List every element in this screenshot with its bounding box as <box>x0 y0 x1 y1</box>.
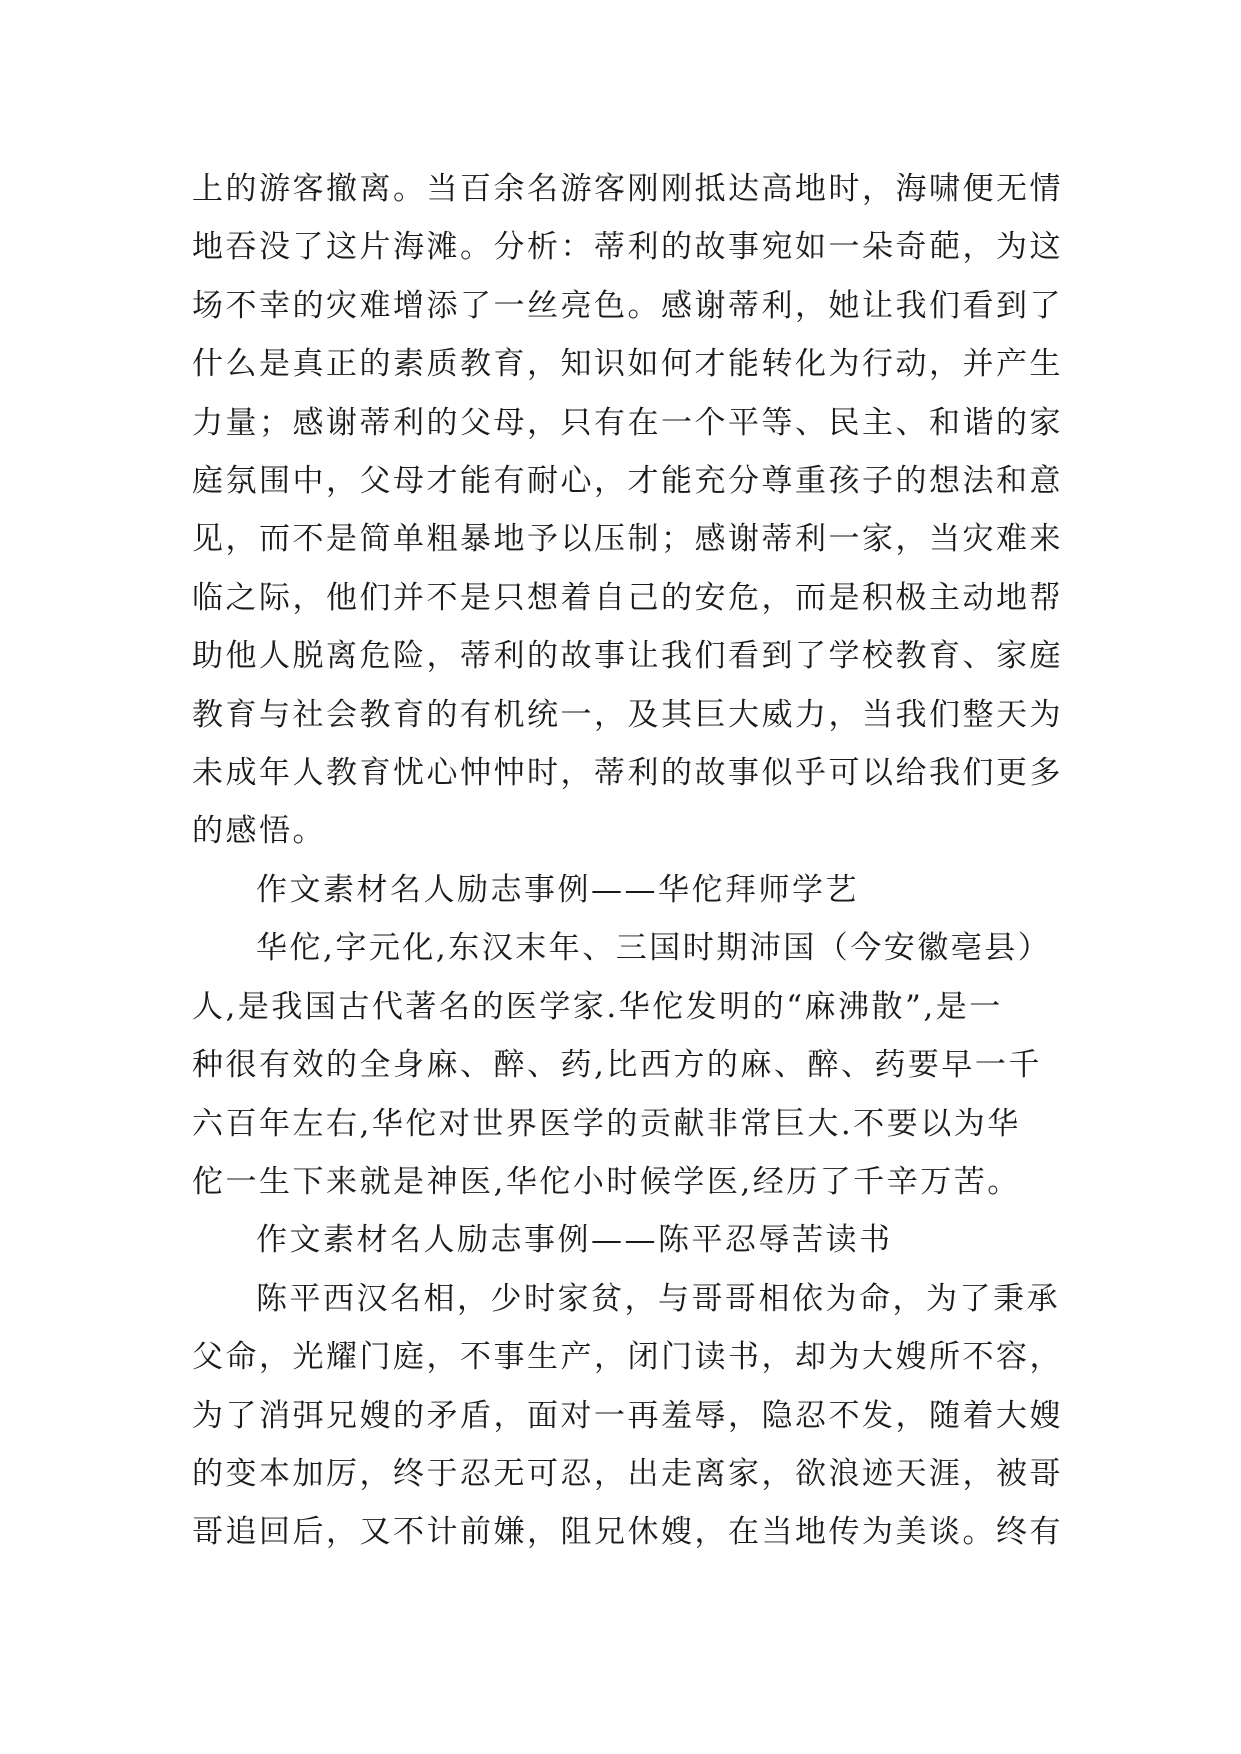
paragraph-hua-tuo <box>192 919 1052 1211</box>
text-line: 陈平西汉名相，少时家贫，与哥哥相依为命，为了秉承 <box>256 1280 1060 1317</box>
text-line: 见，而不是简单粗暴地予以压制；感谢蒂利一家，当灾难来 <box>192 521 1063 558</box>
document-page <box>192 160 1063 1562</box>
text-line: 教育与社会教育的有机统一，及其巨大威力，当我们整天为 <box>192 696 1063 733</box>
section-heading-chen-ping <box>192 1211 1052 1269</box>
paragraph-tilly-analysis <box>192 160 1063 861</box>
text-line: 上的游客撤离。当百余名游客刚刚抵达高地时，海啸便无情 <box>192 171 1063 207</box>
section-heading-hua-tuo <box>192 861 1052 919</box>
text-line: 人,是我国古代著名的医学家.华佗发明的“麻沸散”,是一 <box>192 988 1003 1025</box>
paragraph-chen-ping <box>192 1270 1063 1562</box>
text-line: 力量；感谢蒂利的父母，只有在一个平等、民主、和谐的家 <box>192 404 1063 441</box>
heading-text: 作文素材名人励志事例——华佗拜师学艺 <box>256 871 859 908</box>
text-line: 什么是真正的素质教育，知识如何才能转化为行动，并产生 <box>192 346 1063 383</box>
text-line: 华佗,字元化,东汉末年、三国时期沛国（今安徽亳县） <box>256 930 1052 967</box>
text-line: 临之际，他们并不是只想着自己的安危，而是积极主动地帮 <box>192 579 1063 616</box>
text-line: 的变本加厉，终于忍无可忍，出走离家，欲浪迹天涯，被哥 <box>192 1455 1063 1492</box>
text-line: 父命，光耀门庭，不事生产，闭门读书，却为大嫂所不容， <box>192 1339 1063 1376</box>
text-line: 未成年人教育忧心忡忡时，蒂利的故事似乎可以给我们更多 <box>192 755 1063 792</box>
text-line: 佗一生下来就是神医,华佗小时候学医,经历了千辛万苦。 <box>192 1163 1021 1200</box>
text-line: 六百年左右,华佗对世界医学的贡献非常巨大.不要以为华 <box>192 1105 1021 1142</box>
text-line: 为了消弭兄嫂的矛盾，面对一再羞辱，隐忍不发，随着大嫂 <box>192 1397 1063 1434</box>
text-line: 助他人脱离危险，蒂利的故事让我们看到了学校教育、家庭 <box>192 638 1063 675</box>
text-line: 的感悟。 <box>192 813 326 850</box>
heading-text: 作文素材名人励志事例——陈平忍辱苦读书 <box>256 1222 893 1259</box>
text-line: 哥追回后，又不计前嫌，阻兄休嫂，在当地传为美谈。终有 <box>192 1514 1063 1551</box>
text-line: 地吞没了这片海滩。分析：蒂利的故事宛如一朵奇葩，为这 <box>192 229 1063 266</box>
text-line: 种很有效的全身麻、醉、药,比西方的麻、醉、药要早一千 <box>192 1047 1042 1084</box>
text-line: 庭氛围中，父母才能有耐心，才能充分尊重孩子的想法和意 <box>192 463 1063 500</box>
text-line: 场不幸的灾难增添了一丝亮色。感谢蒂利，她让我们看到了 <box>192 287 1063 324</box>
